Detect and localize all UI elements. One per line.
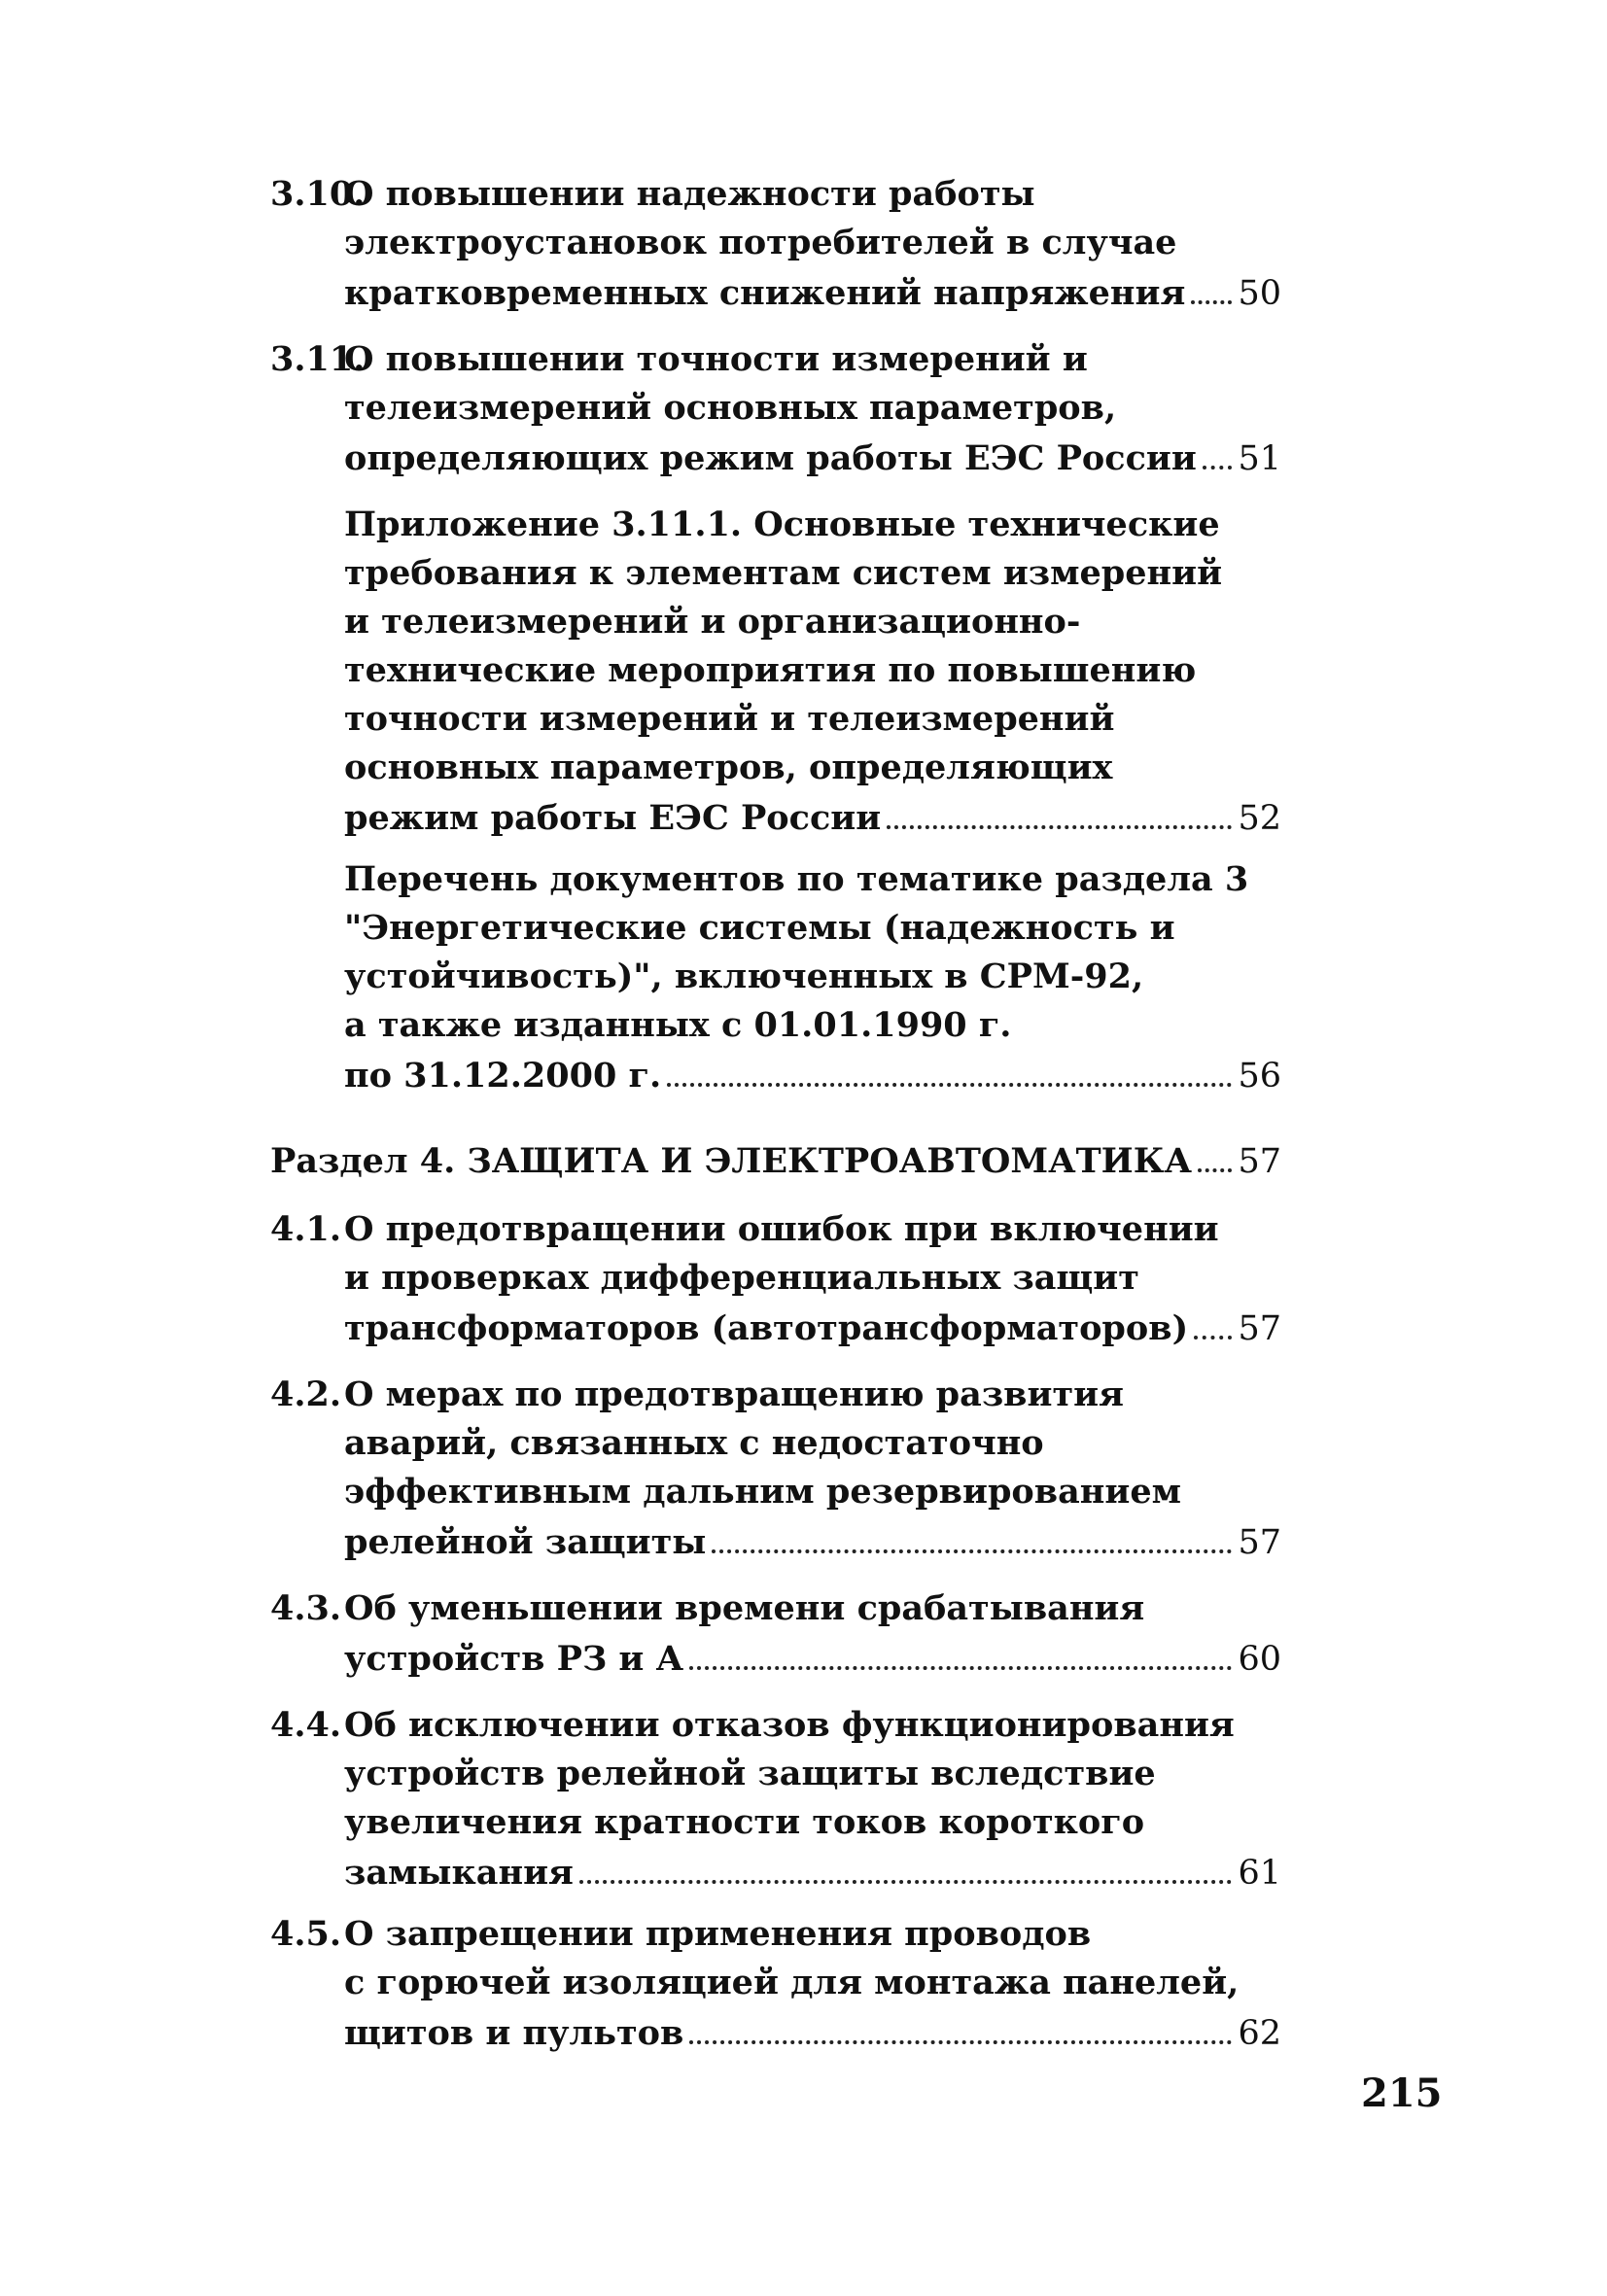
toc-entry-4-4 [270, 1701, 1281, 1896]
toc-entry-appendix-3-11-1 [270, 501, 1281, 841]
entry-title-line: телеизмерений основных параметров, [344, 388, 1117, 428]
entry-number: 3.10. [270, 174, 366, 214]
entry-title-line: О мерах по предотвращению развития [344, 1374, 1124, 1414]
entry-title-line: устройств релейной защиты вследствие [344, 1754, 1156, 1793]
entry-title-line: О повышении надежности работы [344, 174, 1035, 214]
entry-title-line: устройств РЗ и А [344, 1639, 684, 1679]
entry-title-line: О предотвращении ошибок при включении [344, 1209, 1219, 1249]
dot-leader [1194, 1303, 1232, 1339]
dot-leader [689, 2007, 1232, 2044]
entry-title-line: щитов и пультов [344, 2013, 684, 2053]
entry-page: 56 [1238, 1057, 1281, 1096]
dot-leader [667, 1050, 1232, 1087]
dot-leader [887, 792, 1232, 829]
entry-number: 4.3. [270, 1588, 342, 1628]
dot-leader [689, 1633, 1232, 1670]
entry-number: 3.11. [270, 339, 366, 379]
entry-title-line: Приложение 3.11.1. Основные технические [344, 504, 1220, 544]
entry-title-line: Перечень документов по тематике раздела 3 [344, 859, 1249, 899]
entry-title-line: режим работы ЕЭС России [344, 798, 882, 838]
entry-title-line: аварий, связанных с недостаточно [344, 1423, 1044, 1463]
dot-leader [712, 1516, 1232, 1553]
entry-page: 51 [1238, 439, 1281, 478]
dot-leader [1198, 1135, 1232, 1172]
toc-entry-4-3 [270, 1584, 1281, 1682]
toc-entry-4-5 [270, 1910, 1281, 2056]
entry-title-line: основных параметров, определяющих [344, 748, 1113, 787]
dot-leader [579, 1847, 1233, 1884]
toc-entry-4-1 [270, 1205, 1281, 1351]
entry-title-line: увеличения кратности токов короткого [344, 1802, 1145, 1842]
entry-title-line: определяющих режим работы ЕЭС России [344, 438, 1197, 478]
entry-title-line: замыкания [344, 1853, 574, 1893]
toc-entry-document-list [270, 855, 1281, 1098]
entry-number: 4.1. [270, 1209, 342, 1249]
entry-title-line: Об уменьшении времени срабатывания [344, 1588, 1145, 1628]
entry-title-line: и телеизмерений и организационно- [344, 602, 1081, 642]
entry-page: 57 [1238, 1309, 1281, 1348]
entry-number: 4.4. [270, 1705, 342, 1745]
entry-title-line: а также изданных с 01.01.1990 г. [344, 1005, 1012, 1045]
section-page: 57 [1238, 1142, 1281, 1181]
toc-section-4 [270, 1135, 1281, 1184]
toc-entry-4-2 [270, 1371, 1281, 1565]
entry-page: 50 [1238, 274, 1281, 313]
entry-title-line: устойчивость)", включенных в СРМ-92, [344, 957, 1144, 996]
entry-page: 52 [1238, 799, 1281, 838]
entry-title-line: технические мероприятия по повышению [344, 650, 1197, 690]
section-title: Раздел 4. ЗАЩИТА И ЭЛЕКТРОАВТОМАТИКА [270, 1141, 1193, 1181]
entry-title-line: и проверках дифференциальных защит [344, 1258, 1139, 1298]
entry-title-line: Об исключении отказов функционирования [344, 1705, 1235, 1745]
entry-title-line: трансформаторов (автотрансформаторов) [344, 1308, 1189, 1348]
entry-page: 60 [1238, 1640, 1281, 1679]
dot-leader [1203, 433, 1233, 470]
page-number: 215 [1361, 2070, 1443, 2116]
entry-title-line: О повышении точности измерений и [344, 339, 1088, 379]
entry-title-line: с горючей изоляцией для монтажа панелей, [344, 1963, 1240, 2002]
entry-page: 61 [1238, 1854, 1281, 1893]
entry-number: 4.2. [270, 1374, 342, 1414]
toc-entry-3-11 [270, 335, 1281, 481]
entry-title-line: электроустановок потребителей в случае [344, 223, 1177, 262]
dot-leader [1191, 267, 1232, 304]
entry-title-line: кратковременных снижений напряжения [344, 273, 1186, 313]
entry-title-line: релейной защиты [344, 1522, 707, 1562]
toc-entry-3-10 [270, 170, 1281, 316]
entry-title-line: по 31.12.2000 г. [344, 1056, 662, 1096]
entry-title-line: точности измерений и телеизмерений [344, 699, 1115, 739]
entry-page: 62 [1238, 2014, 1281, 2053]
entry-number: 4.5. [270, 1914, 342, 1954]
entry-page: 57 [1238, 1523, 1281, 1562]
entry-title-line: эффективным дальним резервированием [344, 1472, 1182, 1512]
entry-title-line: требования к элементам систем измерений [344, 553, 1223, 593]
entry-title-line: "Энергетические системы (надежность и [344, 908, 1175, 948]
entry-title-line: О запрещении применения проводов [344, 1914, 1092, 1954]
